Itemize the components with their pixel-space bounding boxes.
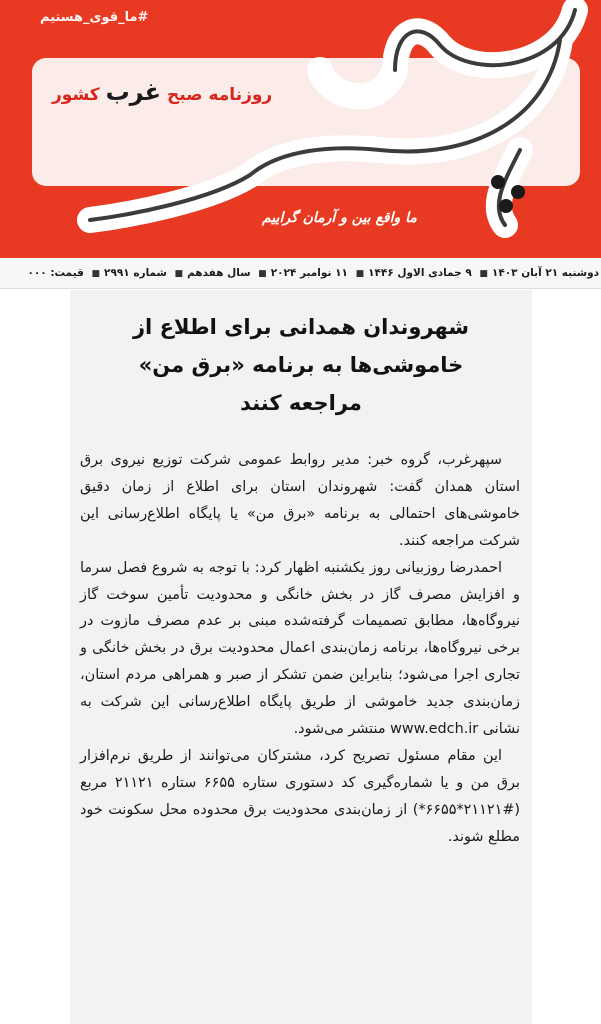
masthead [0,0,601,258]
article-paragraph: سپهرغرب، گروه خبر: مدیر روابط عمومی شرکت توزیع نیروی برق استان همدان گفت: شهروندان استان برای اطلاع از زمان دقیق خاموشی‌های احتمالی به برنامه «برق من» یا پایگاه اطلاع‌رسانی این شرکت مراجعه کنند. [80,452,520,549]
article-body [80,447,520,851]
subtitle-prefix: روزنامه صبح [166,85,273,105]
slogan-hashtag: #ما_قوی_هستیم [40,10,149,25]
issue-number: شماره ۲۹۹۱ [104,267,167,279]
article-paragraph: احمدرضا روزبیانی روز یکشنبه اظهار کرد: با توجه به شروع فصل سرما و افزایش مصرف گاز در بخش خانگی و محدودیت تأمین سوخت گاز نیروگاه‌ها، مطابق تصمیمات گرفته‌شده مبنی بر عدم مصرف مازوت در برخی نیروگاه‌ها، برنامه زمان‌بندی اعمال محدودیت برق در بخش خانگی و تجاری اجرا می‌شود؛ بنابراین ضمن تشکر از صبر و همراهی مردم استان، زمان‌بندی جدید خاموشی از طریق پایگاه اطلاع‌رسانی این شرکت به نشانی www.edch.ir منتشر می‌شود. [80,559,520,738]
separator: ■ [91,269,101,279]
article-headline [76,308,526,422]
headline-line: مراجعه کنند [240,391,362,415]
issue-info-bar [0,258,601,289]
date-solar: دوشنبه ۲۱ آبان ۱۴۰۳ [491,267,599,279]
separator: ■ [174,269,184,279]
date-lunar: ۹ جمادی الاول ۱۴۴۶ [368,267,472,279]
separator: ■ [258,269,267,279]
subtitle-suffix: کشور [52,85,100,105]
page-margin-left [0,290,70,1024]
publication-year: سال هفدهم [187,267,251,279]
article-paragraph: این مقام مسئول تصریح کرد، مشترکان می‌توانند از طریق نرم‌افزار برق من و یا شماره‌گیری کد دستوری ستاره ۶۶۵۵ ستاره ۲۱۱۲۱ مربع (#۲۱۱۲۱*۶۶۵۵*) از زمان‌بندی محدودیت برق محدوده محل سکونت خود مطلع شوند. [80,747,520,845]
paper-motto: ما واقع بین و آرمان گراییم [262,210,417,226]
subtitle-emphasis: غرب [105,78,162,106]
headline-line: خاموشی‌ها به برنامه «برق من» [138,353,464,377]
separator: ■ [479,269,488,279]
paper-subtitle [52,78,272,106]
headline-line: شهروندان همدانی برای اطلاع از [132,315,470,339]
issue-price: قیمت: ۰۰۰ [27,267,84,279]
page-margin-right [532,290,601,1024]
date-gregorian: ۱۱ نوامبر ۲۰۲۴ [270,267,348,279]
separator: ■ [355,269,365,279]
